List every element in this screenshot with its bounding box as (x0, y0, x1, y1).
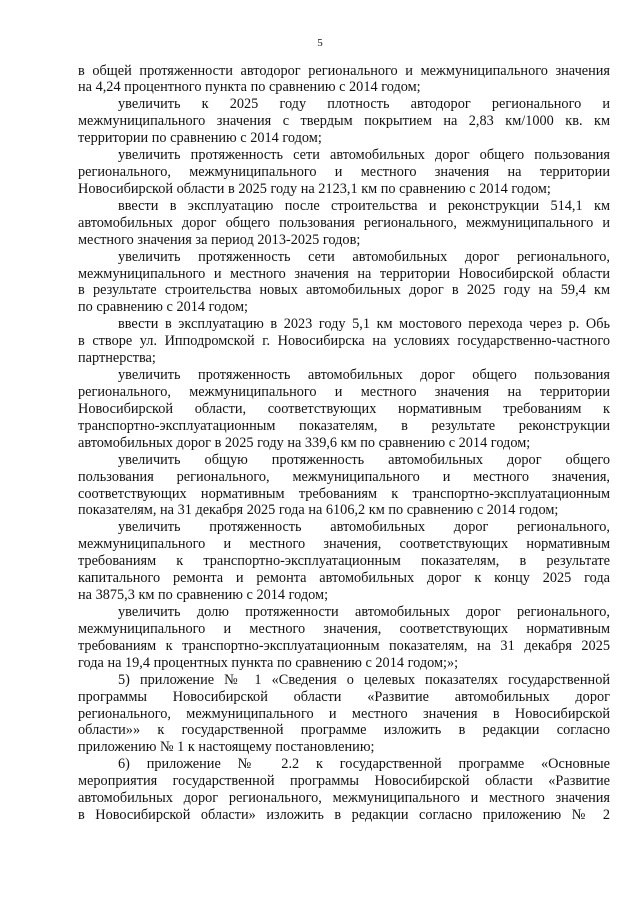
text-line: в створе ул. Ипподромской г. Новосибирска на условиях государственно-частного (78, 333, 610, 350)
text-line: увеличить к 2025 году плотность автодорог регионального и (118, 96, 610, 113)
text-line: ввести в эксплуатацию после строительства и реконструкции 514,1 км (118, 197, 610, 214)
text-line: в результате строительства новых автомобильных дорог в 2025 году на 59,4 км (78, 282, 610, 299)
text-line: автомобильных дорог общего пользования регионального, межмуниципального и (78, 214, 610, 231)
text-line: на 4,24 процентного пункта по сравнению с 2014 годом; (78, 79, 421, 96)
text-line: программы Новосибирской области «Развитие автомобильных дорог (78, 688, 610, 705)
text-line: в общей протяженности автодорог регионального и межмуниципального значения (78, 62, 610, 79)
text-line: 5) приложение № 1 «Сведения о целевых показателях государственной (118, 671, 610, 688)
text-line: увеличить долю протяженности автомобильных дорог регионального, (118, 604, 610, 620)
text-line: мероприятия государственной программы Новосибирской области «Развитие (78, 773, 610, 790)
text-line: капитального ремонта и ремонта автомобильных дорог к концу 2025 года (78, 570, 610, 587)
text-line: Новосибирской области в 2025 году на 2123,1 км по сравнению с 2014 годом; (78, 180, 551, 197)
text-line: по сравнению с 2014 годом; (78, 299, 249, 316)
text-line: увеличить общую протяженность автомобильных дорог общего (118, 451, 610, 468)
text-line: увеличить протяженность автомобильных дорог общего пользования (118, 367, 610, 384)
text-line: требованиям к транспортно-эксплуатационным показателям, на 31 декабря 2025 (78, 637, 610, 654)
page-number: 5 (317, 37, 323, 49)
text-line: Новосибирской области, соответствующих нормативным требованиям к (78, 400, 610, 417)
text-line: пользования регионального, межмуниципального и местного значения, (78, 468, 610, 485)
text-line: года на 19,4 процентных пункта по сравнению с 2014 годом;»; (78, 654, 459, 671)
text-line: области»» к государственной программе изложить в редакции согласно (78, 722, 610, 739)
text-line: ввести в эксплуатацию в 2023 году 5,1 км мостового перехода через р. Обь (118, 316, 610, 333)
text-line: увеличить протяженность автомобильных дорог регионального, (118, 519, 610, 536)
text-line: требованиям к транспортно-эксплуатационным показателям, в результате (78, 553, 610, 570)
text-line: местного значения за период 2013-2025 годов; (78, 231, 361, 248)
text-line: межмуниципального и местного значения, соответствующих нормативным (78, 620, 610, 637)
text-line: в Новосибирской области» изложить в редакции согласно приложению № 2 (78, 807, 610, 824)
text-line: автомобильных дорог в 2025 году на 339,6 км по сравнению с 2014 годом; (78, 434, 531, 451)
text-line: приложению № 1 к настоящему постановлению; (78, 739, 375, 756)
text-line: межмуниципального и местного значения на территории Новосибирской области (78, 265, 610, 282)
text-line: 6) приложение № 2.2 к государственной программе «Основные (118, 756, 610, 773)
text-line: на 3875,3 км по сравнению с 2014 годом; (78, 587, 329, 604)
text-line: межмуниципального значения с твердым покрытием на 2,83 км/1000 кв. км (78, 113, 610, 130)
text-line: территории по сравнению с 2014 годом; (78, 130, 322, 147)
document-body (78, 63, 610, 824)
text-line: партнерства; (78, 350, 156, 367)
text-line: регионального, межмуниципального и местного значения на территории (78, 164, 610, 181)
text-line: увеличить протяженность сети автомобильных дорог общего пользования (118, 147, 610, 164)
text-line: транспортно-эксплуатационным показателям, в результате реконструкции (78, 417, 610, 434)
text-line: автомобильных дорог регионального, межмуниципального и местного значения (78, 790, 610, 807)
text-line: регионального, межмуниципального и местного значения на территории (78, 384, 610, 401)
text-line: увеличить протяженность сети автомобильных дорог регионального, (118, 248, 610, 265)
text-line: соответствующих нормативным требованиям к транспортно-эксплуатационным (78, 485, 610, 502)
text-line: регионального, межмуниципального и местного значения в Новосибирской (78, 705, 610, 722)
text-line: показателям, на 31 декабря 2025 года на 6106,2 км по сравнению с 2014 годом; (78, 502, 559, 519)
text-line: межмуниципального и местного значения, соответствующих нормативным (78, 536, 610, 553)
